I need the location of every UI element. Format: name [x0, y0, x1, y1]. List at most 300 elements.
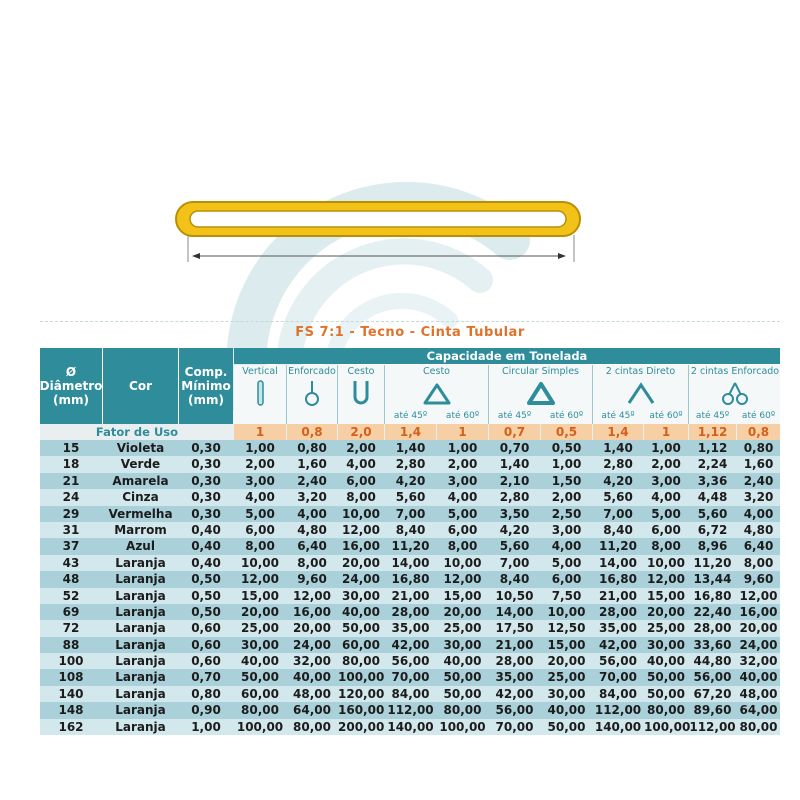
- table-cell: 60,00: [241, 686, 279, 701]
- table-cell: 50,00: [443, 686, 482, 701]
- table-cell: 15,00: [443, 588, 482, 603]
- table-cell: 112,00: [387, 703, 434, 718]
- two-slings-choker-icon: [719, 379, 751, 407]
- table-cell: 4,00: [346, 457, 376, 472]
- table-row: [40, 489, 780, 505]
- table-cell: 0,70: [499, 441, 530, 455]
- table-cell: 0,60: [191, 621, 221, 636]
- table-cell: 14,00: [599, 555, 637, 570]
- table-cell: Laranja: [115, 719, 166, 734]
- table-cell: 28,00: [495, 654, 534, 669]
- table-row: [40, 719, 780, 735]
- table-cell: 4,20: [499, 522, 530, 537]
- table-cell: 8,40: [603, 522, 633, 537]
- table-cell: 16,00: [293, 604, 331, 619]
- angle-label: até 60º: [445, 411, 480, 421]
- table-cell: 1,00: [651, 441, 681, 455]
- table-cell: 50,00: [443, 670, 482, 685]
- table-cell: 11,20: [599, 539, 637, 554]
- table-cell: 12,00: [342, 522, 380, 537]
- table-cell: 42,00: [391, 637, 430, 652]
- table-cell: 10,00: [547, 604, 586, 619]
- table-cell: 64,00: [739, 703, 778, 718]
- table-cell: 0,40: [191, 555, 221, 570]
- table-cell: 48,00: [293, 686, 331, 701]
- table-cell: 2,24: [697, 457, 728, 472]
- table-cell: 7,50: [551, 588, 582, 603]
- table-cell: 120,00: [338, 686, 385, 701]
- table-cell: 0,70: [191, 670, 221, 685]
- table-cell: 3,00: [447, 473, 478, 488]
- table-cell: 112,00: [594, 703, 642, 718]
- table-cell: 40,00: [293, 670, 331, 685]
- table-cell: 80,00: [739, 719, 778, 734]
- table-cell: 3,20: [297, 490, 327, 505]
- table-cell: 9,60: [743, 572, 774, 587]
- table-cell: 2,10: [499, 473, 530, 488]
- table-cell: 40,00: [739, 670, 778, 685]
- capacity-group-label: 2 cintas Direto: [605, 366, 676, 377]
- table-cell: 32,00: [739, 654, 778, 669]
- table-cell: 7,00: [395, 506, 426, 521]
- table-cell: Marrom: [114, 522, 167, 537]
- table-cell: 15: [62, 441, 80, 455]
- table-cell: 2,00: [551, 490, 582, 505]
- table-cell: 28,00: [391, 604, 430, 619]
- table-row: [40, 522, 780, 538]
- table-cell: 50,00: [241, 670, 279, 685]
- table-cell: 100,00: [338, 670, 385, 685]
- table-cell: 40,00: [647, 654, 685, 669]
- table-cell: 80,00: [293, 719, 331, 734]
- angle-label: até 60º: [649, 411, 683, 421]
- table-row: [40, 440, 780, 456]
- capacity-group: [287, 365, 338, 424]
- angle-label: até 60º: [741, 411, 776, 421]
- table-cell: 16,00: [342, 539, 380, 554]
- table-cell: Laranja: [115, 604, 166, 619]
- table-row: [40, 473, 780, 489]
- capacity-group-label: Enforcado: [288, 366, 336, 377]
- table-cell: 15,00: [241, 588, 279, 603]
- table-cell: 69: [62, 604, 80, 619]
- table-cell: 24: [62, 490, 80, 505]
- table-cell: 6,00: [551, 572, 582, 587]
- table-cell: 56,00: [599, 654, 637, 669]
- table-cell: 40,00: [443, 654, 482, 669]
- table-cell: Violeta: [116, 441, 165, 455]
- table-cell: 67,20: [693, 686, 732, 701]
- table-cell: 20,00: [293, 621, 331, 636]
- table-cell: 40,00: [342, 604, 380, 619]
- table-cell: Azul: [126, 539, 155, 554]
- table-cell: 16,80: [693, 588, 732, 603]
- table-cell: 10,00: [241, 555, 279, 570]
- angle-label: até 60º: [549, 411, 584, 421]
- angle-label: até 45º: [601, 411, 635, 421]
- table-cell: Laranja: [115, 703, 166, 718]
- table-cell: 64,00: [293, 703, 331, 718]
- table-row: [40, 456, 780, 472]
- table-cell: 1,00: [551, 457, 582, 472]
- table-cell: 0,30: [191, 490, 221, 505]
- fator-value: 0,5: [541, 424, 592, 440]
- table-cell: 56,00: [495, 703, 534, 718]
- table-cell: 12,00: [293, 588, 331, 603]
- table-cell: 6,00: [245, 522, 275, 537]
- table-cell: 10,00: [342, 506, 380, 521]
- table-cell: 5,00: [447, 506, 478, 521]
- table-cell: 3,00: [551, 522, 582, 537]
- table-cell: Vermelha: [108, 506, 173, 521]
- tubular-sling-illustration: [170, 190, 590, 270]
- table-cell: 25,00: [443, 621, 482, 636]
- table-row: [40, 637, 780, 653]
- table-cell: Verde: [120, 457, 161, 472]
- table-cell: 0,90: [191, 703, 221, 718]
- table-cell: 70,00: [391, 670, 430, 685]
- table-cell: Amarela: [112, 473, 169, 488]
- table-cell: 4,00: [743, 506, 774, 521]
- table-cell: 8,00: [447, 539, 478, 554]
- angle-label: até 45º: [393, 411, 428, 421]
- table-cell: 14,00: [391, 555, 430, 570]
- table-cell: 13,44: [693, 572, 732, 587]
- table-cell: 7,00: [603, 506, 633, 521]
- capacity-group-label: Vertical: [242, 366, 278, 377]
- table-cell: 43: [62, 555, 80, 570]
- capacity-group: [338, 365, 385, 424]
- table-cell: 200,00: [338, 719, 385, 734]
- capacity-group-label: Cesto: [423, 366, 450, 377]
- table-cell: 25,00: [647, 621, 685, 636]
- table-row: [40, 571, 780, 587]
- table-cell: 11,20: [391, 539, 430, 554]
- capacity-group-label: Circular Simples: [502, 366, 579, 377]
- table-cell: Laranja: [115, 686, 166, 701]
- capacity-group: [234, 365, 287, 424]
- table-cell: 5,60: [395, 490, 426, 505]
- table-cell: 50,00: [647, 670, 685, 685]
- table-cell: 140,00: [594, 719, 642, 734]
- page-title: FS 7:1 - Tecno - Cinta Tubular: [295, 325, 525, 340]
- table-cell: 0,50: [191, 588, 221, 603]
- table-cell: 72: [62, 621, 80, 636]
- table-cell: 8,00: [651, 539, 681, 554]
- table-cell: 0,30: [191, 506, 221, 521]
- fator-value: 1: [234, 424, 286, 440]
- table-row: [40, 669, 780, 685]
- table-cell: 20,00: [443, 604, 482, 619]
- table-row: [40, 686, 780, 702]
- table-cell: 4,00: [551, 539, 582, 554]
- table-cell: 3,20: [743, 490, 774, 505]
- table-cell: 0,30: [191, 457, 221, 472]
- table-cell: 24,00: [739, 637, 778, 652]
- basket-sling-icon: [349, 379, 373, 407]
- table-cell: 44,80: [693, 654, 732, 669]
- fator-value: 2,0: [338, 424, 384, 440]
- table-cell: 100,00: [644, 719, 691, 734]
- table-cell: 0,50: [191, 572, 221, 587]
- table-cell: 8,96: [697, 539, 728, 554]
- capacity-group: [689, 365, 781, 424]
- table-cell: Laranja: [115, 555, 166, 570]
- vertical-sling-icon: [248, 379, 272, 407]
- table-cell: 0,30: [191, 473, 221, 488]
- table-cell: 50,00: [547, 719, 586, 734]
- table-cell: 1,00: [191, 719, 221, 734]
- table-cell: 25,00: [241, 621, 279, 636]
- table-cell: 6,00: [447, 522, 478, 537]
- table-cell: 12,00: [443, 572, 482, 587]
- table-cell: 7,00: [499, 555, 530, 570]
- table-cell: 80,00: [342, 654, 380, 669]
- table-cell: 6,72: [697, 522, 728, 537]
- table-cell: 0,40: [191, 539, 221, 554]
- table-row: [40, 506, 780, 522]
- table-cell: 10,00: [443, 555, 482, 570]
- table-cell: 30,00: [443, 637, 482, 652]
- table-cell: 162: [58, 719, 84, 734]
- table-cell: 80,00: [241, 703, 279, 718]
- table-cell: 100: [58, 654, 84, 669]
- fator-value: 0,8: [737, 424, 780, 440]
- table-cell: Laranja: [115, 572, 166, 587]
- table-cell: 42,00: [495, 686, 534, 701]
- table-cell: 15,00: [547, 637, 586, 652]
- table-cell: 100,00: [236, 719, 284, 734]
- table-cell: 20,00: [547, 654, 586, 669]
- table-cell: 140: [58, 686, 84, 701]
- table-cell: 140,00: [387, 719, 434, 734]
- column-header-capacity: Capacidade em Tonelada: [234, 348, 780, 364]
- table-cell: 0,40: [191, 522, 221, 537]
- table-cell: 35,00: [495, 670, 534, 685]
- table-cell: 16,00: [739, 604, 778, 619]
- table-cell: 17,50: [495, 621, 534, 636]
- table-cell: 160,00: [338, 703, 385, 718]
- fator-value: 1: [437, 424, 488, 440]
- table-cell: 10,00: [647, 555, 685, 570]
- table-cell: 20,00: [739, 621, 778, 636]
- table-cell: 15,00: [647, 588, 685, 603]
- table-cell: Cinza: [122, 490, 159, 505]
- table-cell: 1,50: [551, 473, 582, 488]
- table-cell: 5,60: [603, 490, 633, 505]
- table-cell: 1,40: [603, 441, 633, 455]
- table-cell: 21: [62, 473, 80, 488]
- table-cell: 100,00: [439, 719, 486, 734]
- table-cell: 33,60: [693, 637, 732, 652]
- angle-label: até 45º: [695, 411, 730, 421]
- table-cell: 3,00: [651, 473, 681, 488]
- table-cell: 4,00: [651, 490, 681, 505]
- table-cell: 6,00: [346, 473, 376, 488]
- table-cell: 4,00: [297, 506, 327, 521]
- basket-angle-icon: [421, 379, 453, 407]
- table-cell: 30,00: [647, 637, 685, 652]
- table-cell: 2,80: [603, 457, 633, 472]
- table-cell: 4,80: [743, 522, 774, 537]
- table-cell: 52: [62, 588, 80, 603]
- table-cell: 4,20: [395, 473, 426, 488]
- table-cell: 35,00: [599, 621, 637, 636]
- table-header: [40, 348, 780, 424]
- capacity-table: [40, 348, 780, 735]
- table-cell: 24,00: [342, 572, 380, 587]
- capacity-group-label: 2 cintas Enforcado: [690, 366, 780, 377]
- table-cell: 3,00: [245, 473, 275, 488]
- table-cell: 30,00: [342, 588, 380, 603]
- table-cell: Laranja: [115, 588, 166, 603]
- table-cell: 22,40: [693, 604, 732, 619]
- fator-value: 1,4: [385, 424, 436, 440]
- table-cell: 28,00: [693, 621, 732, 636]
- table-cell: 48,00: [739, 686, 778, 701]
- table-cell: 21,00: [495, 637, 534, 652]
- table-cell: 3,50: [499, 506, 530, 521]
- table-cell: 4,00: [447, 490, 478, 505]
- capacity-group: [489, 365, 593, 424]
- table-cell: 1,60: [743, 457, 774, 472]
- table-cell: 8,40: [395, 522, 426, 537]
- fator-value: 0,8: [287, 424, 337, 440]
- table-cell: 14,00: [495, 604, 534, 619]
- fator-de-uso-label: Fator de Uso: [95, 425, 179, 439]
- table-cell: 42,00: [599, 637, 637, 652]
- table-cell: 56,00: [693, 670, 732, 685]
- divider: [40, 321, 780, 322]
- table-cell: 70,00: [599, 670, 637, 685]
- table-cell: 4,48: [697, 490, 728, 505]
- table-cell: 20,00: [647, 604, 685, 619]
- table-cell: 2,80: [395, 457, 426, 472]
- table-cell: 4,00: [245, 490, 275, 505]
- table-row: [40, 620, 780, 636]
- table-cell: 16,80: [391, 572, 430, 587]
- table-cell: 80,00: [443, 703, 482, 718]
- table-cell: 5,00: [245, 506, 275, 521]
- fator-value: 0,7: [489, 424, 540, 440]
- fator-value: 1: [644, 424, 688, 440]
- table-cell: 1,60: [297, 457, 327, 472]
- table-cell: Laranja: [115, 654, 166, 669]
- table-cell: 88: [62, 637, 80, 652]
- table-cell: 1,00: [245, 441, 275, 455]
- table-cell: 2,00: [245, 457, 275, 472]
- table-cell: 8,00: [743, 555, 774, 570]
- table-cell: 20,00: [241, 604, 279, 619]
- table-row: [40, 538, 780, 554]
- table-cell: 4,20: [603, 473, 633, 488]
- table-cell: 56,00: [391, 654, 430, 669]
- table-row: [40, 588, 780, 604]
- table-cell: 2,80: [499, 490, 530, 505]
- table-cell: 28,00: [599, 604, 637, 619]
- table-cell: 80,00: [647, 703, 685, 718]
- table-cell: 11,20: [693, 555, 732, 570]
- column-header-color: Cor: [103, 348, 178, 424]
- table-cell: 50,00: [647, 686, 685, 701]
- table-body: [40, 440, 780, 735]
- table-cell: 8,00: [346, 490, 376, 505]
- table-cell: 89,60: [693, 703, 732, 718]
- table-cell: 30,00: [547, 686, 586, 701]
- table-cell: 35,00: [391, 621, 430, 636]
- table-cell: 0,80: [191, 686, 221, 701]
- table-cell: 1,00: [447, 441, 478, 455]
- fator-value: 1,12: [689, 424, 736, 440]
- table-cell: 12,00: [739, 588, 778, 603]
- table-cell: 40,00: [241, 654, 279, 669]
- table-cell: 2,40: [297, 473, 327, 488]
- table-cell: 148: [58, 703, 84, 718]
- table-cell: Laranja: [115, 637, 166, 652]
- table-cell: Laranja: [115, 621, 166, 636]
- table-cell: 8,00: [245, 539, 275, 554]
- table-cell: 25,00: [547, 670, 586, 685]
- table-cell: 1,40: [499, 457, 530, 472]
- table-cell: 0,80: [743, 441, 774, 455]
- table-cell: 1,12: [697, 441, 728, 455]
- table-cell: 32,00: [293, 654, 331, 669]
- capacity-group-label: Cesto: [347, 366, 375, 377]
- table-cell: 0,60: [191, 654, 221, 669]
- table-cell: 3,36: [697, 473, 728, 488]
- table-row: [40, 653, 780, 669]
- capacity-group: [385, 365, 489, 424]
- table-cell: 8,40: [499, 572, 530, 587]
- column-header-diameter: Ø Diâmetro (mm): [40, 348, 102, 424]
- table-cell: 4,80: [297, 522, 327, 537]
- angle-label: até 45º: [497, 411, 532, 421]
- table-cell: 8,00: [297, 555, 327, 570]
- table-cell: 0,50: [551, 441, 582, 455]
- table-cell: 2,00: [651, 457, 681, 472]
- table-cell: 5,60: [697, 506, 728, 521]
- table-row: [40, 604, 780, 620]
- table-cell: 20,00: [342, 555, 380, 570]
- table-cell: 50,00: [342, 621, 380, 636]
- table-cell: 0,60: [191, 637, 221, 652]
- table-cell: 12,00: [241, 572, 279, 587]
- table-cell: 2,00: [346, 441, 376, 455]
- table-cell: 6,00: [651, 522, 681, 537]
- table-cell: 6,40: [297, 539, 327, 554]
- table-cell: 84,00: [391, 686, 430, 701]
- table-cell: 70,00: [495, 719, 534, 734]
- table-cell: 5,00: [651, 506, 681, 521]
- table-cell: 40,00: [547, 703, 586, 718]
- table-cell: 21,00: [391, 588, 430, 603]
- column-header-length: Comp. Mínimo (mm): [179, 348, 233, 424]
- table-cell: 29: [62, 506, 80, 521]
- table-cell: 0,30: [191, 441, 221, 455]
- table-cell: 5,00: [551, 555, 582, 570]
- table-cell: 0,50: [191, 604, 221, 619]
- table-cell: 5,60: [499, 539, 530, 554]
- table-cell: 0,80: [297, 441, 327, 455]
- table-cell: 9,60: [297, 572, 327, 587]
- capacity-group: [593, 365, 689, 424]
- table-cell: 24,00: [293, 637, 331, 652]
- table-cell: Laranja: [115, 670, 166, 685]
- table-cell: 18: [62, 457, 80, 472]
- table-cell: 21,00: [599, 588, 637, 603]
- table-cell: 48: [62, 572, 80, 587]
- table-cell: 37: [62, 539, 80, 554]
